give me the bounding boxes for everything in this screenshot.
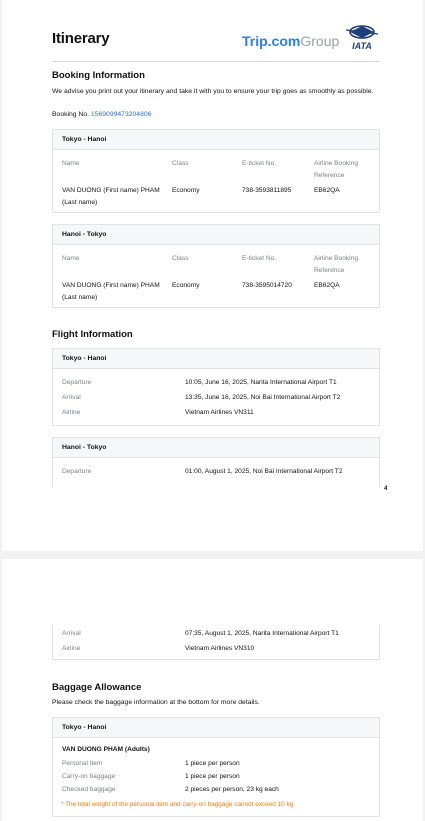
flight-info-title: Flight Information (52, 329, 133, 340)
departure-value: 01:00, August 1, 2025, Noi Bai International Airport T2 (185, 468, 343, 475)
baggage-allowance-title: Baggage Allowance (52, 682, 142, 693)
passenger-name: VAN DUONG (First name) PHAM (Last name) (62, 187, 160, 206)
baggage-intro-text: Please check the baggage information at the bottom for more details. (52, 699, 260, 706)
col-class-label: Class (172, 255, 189, 262)
arrival-value: 07:35, August 1, 2025, Narita International Airport T1 (185, 630, 339, 637)
booking-number-label: Booking No. (52, 111, 90, 118)
iata-logo-text: IATA (352, 41, 372, 51)
page-title: Itinerary (52, 30, 110, 47)
airline-reference: EB62QA (314, 187, 340, 194)
col-class-label: Class (172, 160, 189, 167)
carry-on-label: Carry-on baggage (62, 773, 116, 780)
brand-main-text: Trip.com (242, 33, 301, 49)
personal-item-label: Personal item (62, 760, 103, 767)
booking-number (52, 111, 151, 118)
flight-route: Hanoi - Tokyo (53, 438, 379, 458)
arrival-label: Arrival (62, 394, 81, 401)
col-eticket-label: E-ticket No. (242, 160, 277, 167)
itinerary-header (52, 24, 380, 62)
carry-on-value: 1 piece per person (185, 773, 240, 780)
passenger-name: VAN DUONG (First name) PHAM (Last name) (62, 282, 160, 301)
ticket-route: Hanoi - Tokyo (53, 225, 379, 245)
ticket-class: Economy (172, 187, 200, 194)
arrival-label: Arrival (62, 630, 81, 637)
brand-sub-text: Group (300, 33, 340, 49)
booking-info-title: Booking Information (52, 70, 145, 81)
eticket-number: 738-3593811895 (242, 187, 292, 194)
flight-route: Tokyo - Hanoi (53, 349, 379, 369)
tripcom-logo (242, 33, 339, 49)
personal-item-value: 1 piece per person (185, 760, 240, 767)
baggage-weight-note: * The total weight of the personal item and carry-on baggage cannot exceed 10 kg (61, 801, 294, 808)
col-reference-label: Airline Booking Reference (314, 160, 358, 179)
col-name-label: Name (62, 160, 80, 167)
flight-leg-card (52, 437, 380, 487)
col-reference-label: Airline Booking Reference (314, 255, 358, 274)
eticket-number: 738-3595014720 (242, 282, 292, 289)
col-name-label: Name (62, 255, 80, 262)
airline-label: Airline (62, 645, 81, 652)
baggage-passenger: VAN DUONG PHAM (Adults) (62, 746, 150, 753)
document-page-2 (2, 559, 423, 821)
iata-logo-icon (344, 24, 380, 52)
checked-baggage-label: Checked baggage (62, 786, 116, 793)
departure-label: Departure (62, 468, 92, 475)
document-page-1 (2, 0, 423, 551)
departure-label: Departure (62, 379, 92, 386)
booking-number-value: 1569099473204806 (90, 111, 152, 118)
checked-baggage-value: 2 pieces per person, 23 kg each (185, 786, 279, 793)
arrival-value: 13:35, June 16, 2025, Noi Bai International Airport T2 (185, 394, 341, 401)
baggage-route: Tokyo - Hanoi (53, 718, 379, 738)
airline-value: Vietnam Airlines VN310 (185, 645, 255, 652)
flight-leg-card (52, 348, 380, 426)
airline-reference: EB62QA (314, 282, 340, 289)
ticket-route: Tokyo - Hanoi (53, 130, 379, 150)
airline-label: Airline (62, 409, 81, 416)
booking-advice-text: We advise you print out your itinerary and take it with you to ensure your trip goes as smoothly as possible. (52, 88, 374, 95)
ticket-class: Economy (172, 282, 200, 289)
departure-value: 10:05, June 16, 2025, Narita International Airport T1 (185, 379, 337, 386)
airline-value: Vietnam Airlines VN311 (185, 409, 254, 416)
ticket-card (52, 224, 380, 308)
ticket-card (52, 129, 380, 213)
col-eticket-label: E-ticket No. (242, 255, 277, 262)
flight-leg-card-continued (52, 625, 380, 660)
page-number: 4 (384, 486, 388, 492)
